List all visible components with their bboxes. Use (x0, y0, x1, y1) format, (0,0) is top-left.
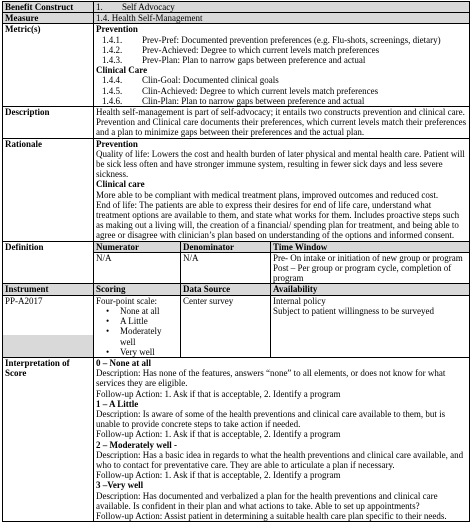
score-level: 1 – A Little Description: Is aware of some of the health preventions and clinical care available to them, but is unable to provide concrete steps to take action if needed. Follow-up Action: 1. Ask if that is acceptable, 2. Identify a program (96, 398, 446, 440)
scoring-header: Scoring (94, 284, 181, 295)
metric-item: 1.4.4. Clin-Goal: Documented clinical goals (102, 75, 279, 86)
availability-header: Availability (271, 284, 470, 295)
time-window-pre: Pre- On intake or initiation of new group or program (273, 252, 463, 263)
instrument-label: Instrument (3, 284, 93, 295)
scale-item: • Very well (106, 346, 155, 357)
metric-item: 1.4.2. Prev-Achieved: Degree to which current levels match preferences (102, 44, 380, 55)
instrument-label-cell (3, 284, 94, 357)
measure-row (3, 13, 470, 24)
score-level: 3 –Very well Description: Has documented and verbalized a plan for the health preventions and clinical care available. Is confident in their plan and what actions to take. Able to set up appointments? Follow-up Action: Assist patient in determining a suitable health care plan specific to their needs. (96, 480, 447, 521)
metrics-prevention-heading: Prevention (96, 24, 138, 35)
interpretation-label: Interpretation of Score (3, 357, 94, 521)
time-window-header: Time Window (271, 242, 470, 253)
metrics-clinical-heading: Clinical Care (96, 65, 148, 76)
metrics-row (3, 24, 470, 107)
numerator-header: Numerator (94, 242, 181, 253)
denominator-value: N/A (181, 252, 271, 283)
instrument-code: PP-A2017 (3, 296, 93, 335)
metric-item: 1.4.6. Clin-Plan: Plan to narrow gaps between preference and actual (102, 95, 365, 106)
rationale-clinical-heading: Clinical care (96, 179, 145, 190)
rationale-clinical-text-2: End of life: The patients are able to express their desires for end of life care, understand what treatment options are available to them, and state what works for them. Includes proactive steps such as making out a living will, the creation of a financial/ spending plan for treatment, and being able to agree or disagree with clinician’s plan based on understanding of the options and informed consent. (96, 199, 460, 241)
availability-value (271, 295, 470, 357)
scoring-value (94, 295, 181, 357)
rationale-row (3, 138, 470, 241)
numerator-value: N/A (96, 252, 112, 263)
rationale-prevention-text: Quality of life: Lowers the cost and health burden of later physical and mental health care. Patient will be sick less often and have stronger immune system, resulting in fewer sick days and less severe sickness. (96, 148, 465, 180)
availability-note: Subject to patient willingness to be surveyed (273, 305, 434, 316)
rationale-content (94, 138, 470, 241)
benefit-construct-num: 1. (96, 2, 103, 12)
metrics-content (94, 24, 470, 107)
interpretation-content (94, 357, 470, 521)
metrics-label: Metric(s) (3, 24, 94, 107)
scoring-intro: Four-point scale: (96, 295, 158, 306)
time-window-post: Post – Per group or program cycle, completion of program (273, 263, 452, 284)
instrument-subtable (94, 284, 469, 356)
denominator-header: Denominator (181, 242, 271, 253)
availability-policy: Internal policy (273, 295, 326, 306)
instrument-row (3, 284, 470, 357)
score-level: 0 – None at all Description: Has none of the features, answers “none” to all elements, or does not know for what services they are eligible. Follow-up Action: 1. Ask if that is acceptable, 2. Identify a program (96, 357, 446, 399)
definition-content (94, 241, 470, 284)
interpretation-row (3, 357, 470, 521)
data-source-value: Center survey (181, 295, 271, 357)
measure-label: Measure (3, 13, 94, 24)
metric-item: 1.4.5. Clin-Achieved: Degree to which current levels match preferences (102, 85, 379, 96)
description-row (3, 107, 470, 139)
metric-item: 1.4.1. Prev-Pref: Documented prevention preferences (e.g. Flu-shots, screenings, dietary) (102, 34, 441, 45)
scale-item: • A Little (106, 316, 148, 327)
measure-table (2, 1, 470, 522)
benefit-construct-value (94, 2, 470, 13)
definition-subtable (94, 242, 469, 284)
scale-item: • Moderately well (106, 326, 162, 347)
description-label: Description (3, 107, 94, 139)
scale-item: • None at all (106, 305, 160, 316)
rationale-clinical-text-1: More able to be compliant with medical treatment plans, improved outcomes and reduced cost. (96, 189, 439, 200)
definition-label: Definition (3, 241, 94, 284)
metric-item: 1.4.3. Prev-Plan: Plan to narrow gaps between preference and actual (102, 55, 366, 66)
time-window-value (271, 252, 470, 283)
benefit-construct-text: Self Advocacy (122, 2, 175, 12)
measure-value: 1.4. Health Self-Management (94, 13, 470, 24)
instrument-content (94, 284, 470, 357)
benefit-construct-label: Benefit Construct (3, 2, 94, 13)
benefit-construct-row (3, 2, 470, 13)
rationale-label: Rationale (3, 138, 94, 241)
rationale-prevention-heading: Prevention (96, 138, 138, 149)
data-source-header: Data Source (181, 284, 271, 295)
definition-row (3, 241, 470, 284)
score-level: 2 – Moderately well - Description: Has a basic idea in regards to what the health preventions and clinical care available, and who to contact for preventative care. They are able to articulate a plan if necessary. Follow-up Action: 1. Ask if that is acceptable, 2. Identify a program (96, 439, 464, 481)
description-text: Health self-management is part of self-advocacy; it entails two constructs prevention and clinical care. Prevention and Clinical care documents their preferences, which current levels match their preferences and a plan to minimize gaps between their preferences and the actual plan. (94, 107, 470, 139)
